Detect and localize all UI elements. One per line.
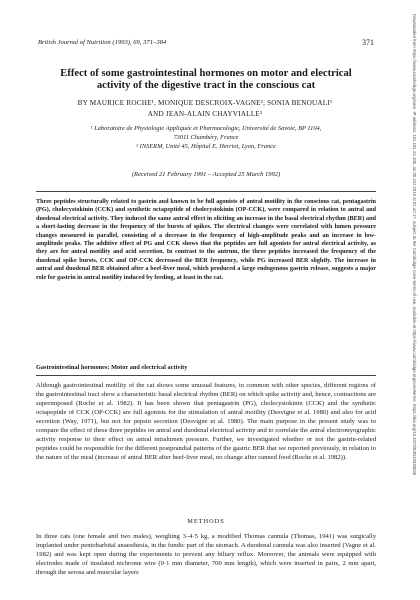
methods-heading: METHODS (187, 518, 225, 525)
download-note: Downloaded from https://www.cambridge.org/core. IP address: 101.181.22.105, on 05 Oct 2019 at 01:42:17, subject to the Cambridge Core terms of use, available at https://www.cambridge.org/core/terms. https://doi.org/10.1079/BJN19930040 (412, 14, 417, 476)
running-head (38, 39, 374, 48)
article-title (40, 68, 372, 92)
title-line-2: activity of the digestive tract in the conscious cat (96, 80, 316, 91)
page-number: 371 (362, 38, 374, 47)
authors-line-1: BY MAURICE ROCHE¹, MONIQUE DESCROIX-VAGNE², SONIA BENOUALI¹ (77, 99, 333, 107)
authors-line-2: AND JEAN-ALAIN CHAYVIALLE² (147, 110, 263, 118)
abstract-top-rule (36, 191, 376, 192)
journal-citation: British Journal of Nutrition (1993), 69, 371–384 (38, 39, 167, 46)
author-list (34, 98, 376, 120)
abstract: Three peptides structurally related to gastrin and known to be full agonists of antral motility in the conscious cat, pentagastrin (PG), cholecystokinin (CCK) and synthetic octapeptide of cholecystokinin (OP-CCK), were compared in relation to antral and duodenal electrical activity. They induced the same antral effect in eliciting an increase in the basal electrical rhythm (BER) and a short-lasting decrease in the frequency of the bursts of spikes. The electrical changes were correlated with lumen pressure changes measured in parallel, consisting of a decrease in the frequency of high-amplitude peaks and an increase in low-amplitude peaks. The additive effect of PG and CCK shows that the peptides are full agonists for antral electrical activity, as they are for antral motility and acid secretion. In contrast to the antrum, the three peptides increased the frequency of the duodenal spike bursts, CCK and OP-CCK decreased the BER frequency, while PG increased BER slightly. The increase in antral and duodenal BER obtained after a beef-liver meal, which produced a large endogenous gastrin release, suggests a major role for gastrin in antral motility induced by feeding, at least in the cat. (36, 198, 376, 281)
received-dates: (Received 21 February 1991 – Accepted 25 March 1992) (131, 171, 281, 178)
affiliation-1-line-2: 73011 Chambéry, France (173, 134, 239, 141)
affiliation-2: ² INSERM, Unité 45, Hôpital E. Herriot, Lyon, France (136, 143, 276, 150)
keywords: Gastrointestinal hormones: Motor and electrical activity (36, 364, 188, 371)
affiliation-1-line-1: ¹ Laboratoire de Physiologie Appliquée et Pharmacologie, Université de Savoie, BP 1104, (90, 125, 322, 132)
abstract-bottom-rule (36, 375, 376, 376)
title-line-1: Effect of some gastrointestinal hormones on motor and electrical (60, 68, 352, 79)
introduction-paragraph: Although gastrointestinal motility of the cat shows some unusual features, in common with other species, different regions of the gastrointestinal tract show a characteristic basal electrical rhythm (BER) on which spike activity and, hence, contractions are superimposed (Roche et al. 1982). It has been shown that pentagastrin (PG), cholecystokinin (CCK) and the synthetic octapeptide of CCK (OP-CCK) are full agonists for the stimulation of antral motility (Desvigne et al. 1980) and also for acid secretion (Way, 1971), but not for pepsin secretion (Desvigne et al. 1980). The main purpose in the present study was to compare the effect of these three peptides on antral and duodenal electrical activity and to correlate the antral electromyographic activity response to their effect on antral intralumen pressure. Further, we investigated whether or not the gastrin-related peptides could be responsible for the different postprandial patterns of the gastric BER that we reported previously, in relation to the nature of the meal (increase of antral BER after beef-liver meal, no change after canned food (Roche et al. 1982)). (36, 382, 376, 462)
methods-paragraph: In three cats (one female and two males), weighing 3–4·5 kg, a modified Thomas cannula (Thomas, 1941) was surgically implanted under pentobarbital anaesthesia, in the fundic part of the stomach. A duodenal cannula was also inserted (Vagne et al. 1982) and was kept open during the experiments to prevent any biliary reflux. Moreover, the animals were equipped with electrodes made of insulated nichrome wire (0·1 mm diameter, 700 mm length), which were inserted in pairs, 2 mm apart, through the serosa and muscular layers (36, 533, 376, 577)
affiliations (40, 124, 372, 151)
